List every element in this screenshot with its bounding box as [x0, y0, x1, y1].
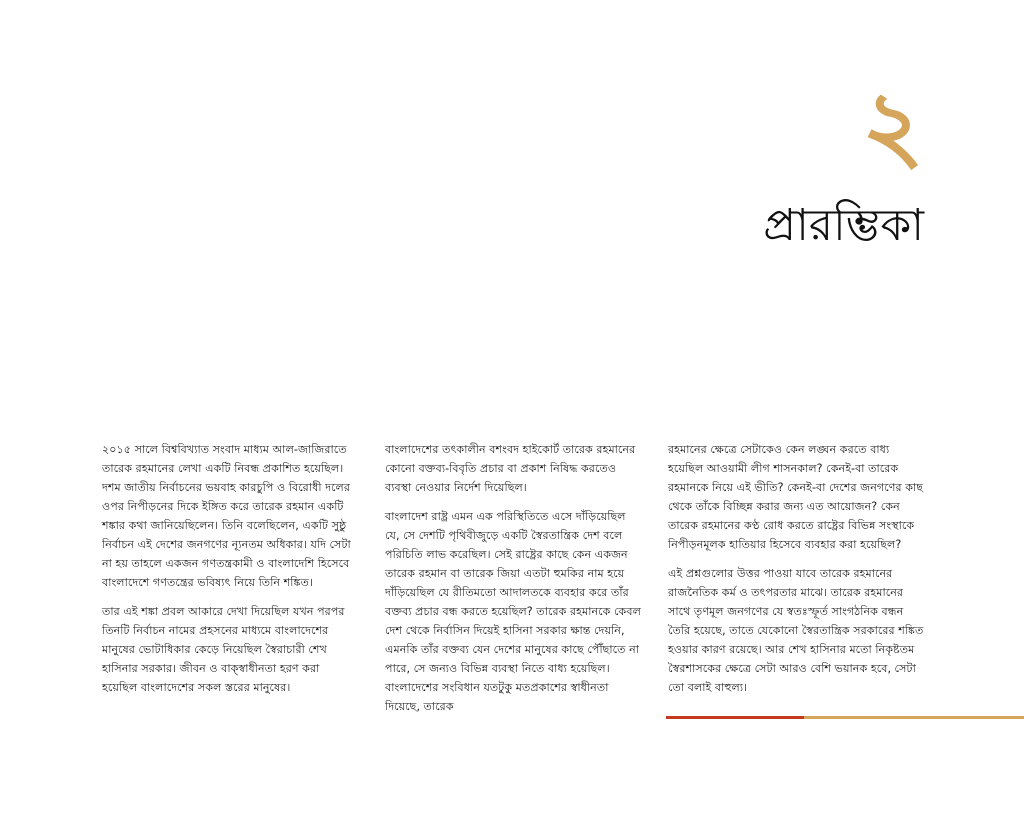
paragraph: এই প্রশ্নগুলোর উত্তর পাওয়া যাবে তারেক রহমানের রাজনৈতিক কর্ম ও তৎপরতার মাঝে। তারেক রহমানের সাথে তৃণমূল জনগণের যে স্বতঃস্ফূর্ত সাংগঠনিক বন্ধন তৈরি হয়েছে, তাতে যেকোনো স্বৈরতান্ত্রিক সরকারের শঙ্কিত হওয়ার কারণ রয়েছে। আর শেখ হাসিনার মতো নিকৃষ্টতম স্বৈরশাসকের ক্ষেত্রে সেটা আরও বেশি ভয়ানক হবে, সেটা তো বলাই বাহুল্য।	[668, 567, 924, 694]
chapter-title: প্রারম্ভিকা	[763, 200, 924, 251]
paragraph: তার এই শঙ্কা প্রবল আকারে দেখা দিয়েছিল যখন পরপর তিনটি নির্বাচন নামের প্রহসনের মাধ্যমে বাংলাদেশের মানুষের ভোটাধিকার কেড়ে নিয়েছিল স্বৈরাচারী শেখ হাসিনার সরকার। জীবন ও বাক্‌স্বাধীনতা হরণ করা হয়েছিল বাংলাদেশের সকল স্তরের মানুষের।	[102, 605, 345, 694]
text-column-1	[102, 440, 358, 726]
chapter-number: ২	[861, 70, 924, 182]
decorative-rule-red	[666, 716, 804, 719]
paragraph: বাংলাদেশ রাষ্ট্র এমন এক পরিস্থিতিতে এসে দাঁড়িয়েছিল যে, সে দেশটি পৃথিবীজুড়ে একটি স্বৈরতান্ত্রিক দেশ বলে পরিচিতি লাভ করেছিল। সেই রাষ্ট্রের কাছে কেন একজন তারেক রহমান বা তারেক জিয়া এতটা হুমকির নাম হয়ে দাঁড়িয়েছিল যে রীতিমতো আদালতকে ব্যবহার করে তাঁর বক্তব্য প্রচার বন্ধ করতে হয়েছিল? তারেক রহমানকে কেবল দেশ থেকে নির্বাসিন দিয়েই হাসিনা সরকার ক্ষান্ত দেয়নি, এমনকি তাঁর বক্তব্য যেন দেশের মানুষের কাছে পৌঁছাতে না পারে, সে জন্যও বিভিন্ন ব্যবস্থা নিতে বাধ্য হয়েছিল। বাংলাদেশের সংবিধান যতটুকু মতপ্রকাশের স্বাধীনতা দিয়েছে, তারেক	[385, 510, 641, 713]
body-text-columns	[102, 440, 926, 726]
paragraph: রহমানের ক্ষেত্রে সেটাকেও কেন লঙ্ঘন করতে বাধ্য হয়েছিল আওয়ামী লীগ শাসনকাল? কেনই-বা তারেক রহমানকে নিয়ে এই ভীতি? কেনই-বা দেশের জনগণের কাছ থেকে তাঁকে বিচ্ছিন্ন করার জন্য এত আয়োজন? কেন তারেক রহমানের কণ্ঠ রোধ করতে রাষ্ট্রের বিভিন্ন সংস্থাকে নিপীড়নমূলক হাতিয়ার হিসেবে ব্যবহার করা হয়েছিল?	[668, 443, 924, 551]
paragraph: ২০১৫ সালে বিশ্ববিখ্যাত সংবাদ মাধ্যম আল-জাজিরাতে তারেক রহমানের লেখা একটি নিবন্ধ প্রকাশিত হয়েছিল। দশম জাতীয় নির্বাচনের ভয়বাহ কারচুপি ও বিরোধী দলের ওপর নিপীড়নের দিকে ইঙ্গিত করে তারেক রহমান একটি শঙ্কার কথা জানিয়েছিলেন। তিনি বলেছিলেন, একটি সুষ্ঠু নির্বাচন এই দেশের জনগণের ন্যূনতম অধিকার। যদি সেটা না হয় তাহলে একজন গণতন্ত্রকামী ও বাংলাদেশি হিসেবে বাংলাদেশে গণতন্ত্রের ভবিষ্যৎ নিয়ে তিনি শঙ্কিত।	[102, 443, 351, 589]
text-column-3	[668, 440, 924, 726]
decorative-rule-gold	[804, 716, 1024, 719]
text-column-2	[385, 440, 641, 726]
paragraph: বাংলাদেশের তৎকালীন বশংবদ হাইকোর্ট তারেক রহমানের কোনো বক্তব্য-বিবৃতি প্রচার বা প্রকাশ নিষিদ্ধ করতেও ব্যবস্থা নেওয়ার নির্দেশ দিয়েছিল।	[385, 443, 636, 494]
